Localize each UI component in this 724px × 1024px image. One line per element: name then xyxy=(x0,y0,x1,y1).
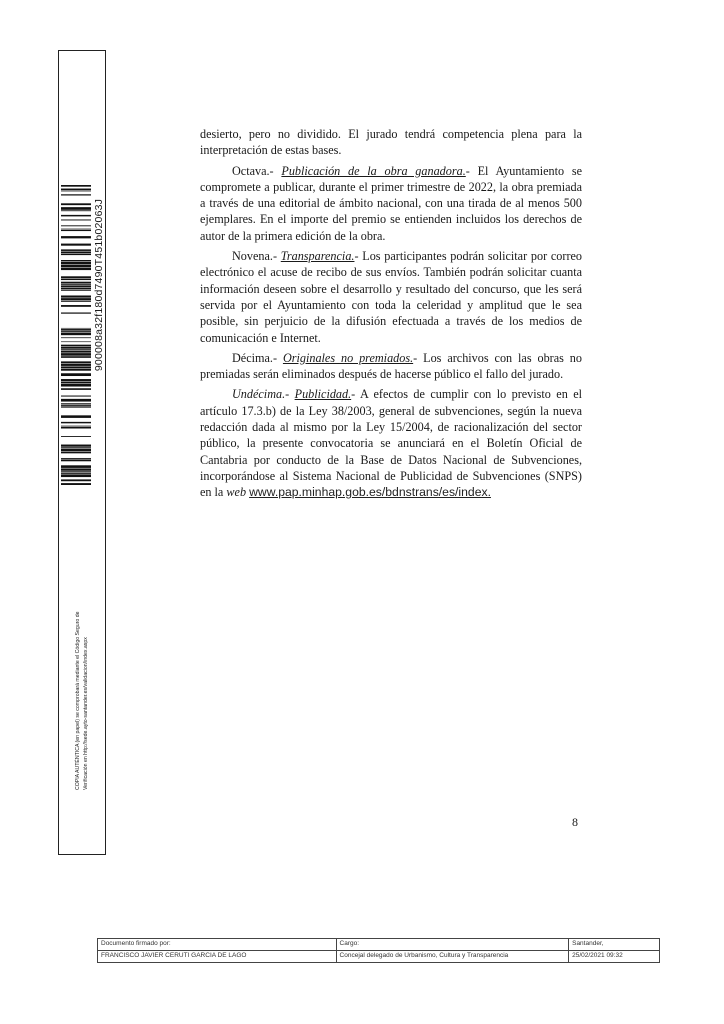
clause-title: Transparencia. xyxy=(280,249,355,264)
paragraph-decima xyxy=(200,350,582,383)
barcode-bar xyxy=(61,452,91,453)
barcode-bar xyxy=(61,203,91,205)
barcode-bar xyxy=(61,194,91,195)
paragraph-novena xyxy=(200,248,582,346)
barcode-bar xyxy=(61,415,91,418)
barcode-bar xyxy=(61,282,91,284)
barcode-bar xyxy=(61,426,91,427)
paragraph-octava xyxy=(200,163,582,244)
barcode-bar xyxy=(61,219,91,220)
barcode-bar xyxy=(61,285,91,287)
barcode-bar xyxy=(61,366,91,368)
barcode-bar xyxy=(61,379,91,381)
clause-text: - A efectos de cumplir con lo previsto en el artículo 17.3.b) de la Ley 38/2003, general de subvenciones, según la nueva redacción dada al mismo por la Ley 15/2004, de racionalización del sector público, la presente convocatoria se anunciará en el Boletín Oficial de Cantabria por conducto de la Base de Datos Nacional de Subvenciones, incorporándose al Sistema Nacional de Publicidad de Subvenciones (SNPS) en la xyxy=(200,387,582,500)
barcode-bar xyxy=(61,396,91,397)
verification-note-line1: COPIA AUTÉNTICA (en papel) se comprobará mediante el Código Seguro de xyxy=(75,611,81,790)
barcode-bar xyxy=(61,333,91,335)
barcode-bar xyxy=(61,301,91,302)
barcode-bar xyxy=(61,364,91,366)
clause-title: Publicación de la obra ganadora. xyxy=(281,163,466,178)
barcode-bar xyxy=(61,369,91,371)
signed-by-label: Documento firmado por: xyxy=(98,939,337,951)
barcode-bar xyxy=(61,388,91,390)
barcode-bar xyxy=(61,483,91,485)
barcode-bar xyxy=(61,473,91,474)
barcode-bar xyxy=(61,331,91,332)
barcode-bar xyxy=(61,406,91,407)
barcode-bar xyxy=(61,458,91,459)
signer-name: FRANCISCO JAVIER CERUTI GARCIA DE LAGO xyxy=(98,951,337,963)
barcode-bar xyxy=(61,349,91,350)
barcode-bar xyxy=(61,353,91,356)
barcode-bar xyxy=(61,305,91,307)
barcode-bar xyxy=(61,459,91,461)
clause-number: Décima.- xyxy=(232,350,278,365)
barcode-bar xyxy=(61,447,91,448)
clause-text: - Los participantes podrán solicitar por correo electrónico el acuse de recibo de sus envíos. También podrán solicitar cuanta información deseen sobre el desarrollo y resultado del concurso, que les será servida por el Ayuntamiento con toda la celeridad y amplitud que le sea posible, sin perjuicio de la difusión efectuada a través de los medios de comunicación e Internet. xyxy=(200,249,583,345)
verification-note-area xyxy=(60,540,104,790)
barcode-bar xyxy=(61,384,91,387)
signature-table xyxy=(97,938,660,963)
verification-note-line2: Verificación en http://sede.ayto-santander.es/validacion/index.aspx xyxy=(83,637,89,790)
barcode-bar xyxy=(61,405,91,406)
barcode-bar xyxy=(61,345,91,347)
barcode-bar xyxy=(61,262,91,264)
web-link[interactable]: www.pap.minhap.gob.es/bdnstrans/es/index. xyxy=(249,485,491,500)
clause-number: Undécima.- xyxy=(232,387,290,402)
paragraph-undecima xyxy=(200,386,582,500)
barcode-bar xyxy=(61,279,91,280)
place-label: Santander, xyxy=(569,939,660,951)
barcode-bar xyxy=(61,328,91,329)
barcode-bar xyxy=(61,295,91,297)
verification-code-area xyxy=(92,185,106,385)
barcode-bar xyxy=(61,189,91,191)
barcode-bar xyxy=(61,465,91,468)
barcode-bar xyxy=(61,347,91,349)
barcode-bar xyxy=(61,427,91,429)
cargo-label: Cargo: xyxy=(336,939,569,951)
verification-code: 900008a32f180d7490T451b02063J xyxy=(93,198,105,372)
barcode-bar xyxy=(61,268,91,270)
verification-note xyxy=(74,540,90,790)
clause-number: Octava.- xyxy=(232,163,274,178)
barcode-bar xyxy=(61,373,91,376)
page-number: 8 xyxy=(572,815,578,829)
clause-text: - Los archivos con las obras no premiadas serán eliminados después de hacerse público el fallo del jurado. xyxy=(200,350,582,382)
clause-number: Novena.- xyxy=(232,249,278,264)
barcode-bar xyxy=(61,287,91,289)
clause-title: Originales no premiados. xyxy=(282,350,414,365)
barcode-bar xyxy=(61,351,91,353)
barcode xyxy=(61,185,91,485)
barcode-bar xyxy=(61,265,91,268)
barcode-bar xyxy=(61,254,91,256)
barcode-bar xyxy=(61,474,91,477)
barcode-bar xyxy=(61,207,91,210)
barcode-bar xyxy=(61,249,91,251)
barcode-bar xyxy=(61,436,91,437)
barcode-bar xyxy=(61,230,91,231)
barcode-bar xyxy=(61,284,91,285)
barcode-bar xyxy=(61,290,91,291)
barcode-bar xyxy=(61,337,91,338)
barcode-bar xyxy=(61,215,91,217)
barcode-bar xyxy=(61,422,91,423)
document-body xyxy=(200,126,582,505)
barcode-bar xyxy=(61,312,91,313)
barcode-bar xyxy=(61,356,91,358)
barcode-bar xyxy=(61,329,91,331)
barcode-bar xyxy=(61,236,91,238)
barcode-bar xyxy=(61,382,91,384)
barcode-bar xyxy=(61,244,91,246)
signature-datetime: 25/02/2021 09:32 xyxy=(569,951,660,963)
barcode-bar xyxy=(61,361,91,363)
barcode-bar xyxy=(61,468,91,470)
barcode-bar xyxy=(61,229,91,230)
barcode-bar xyxy=(61,225,91,226)
clause-title: Publicidad. xyxy=(294,387,352,402)
barcode-bar xyxy=(61,341,91,342)
barcode-bar xyxy=(61,471,91,472)
signer-position: Concejal delegado de Urbanismo, Cultura y Transparencia xyxy=(336,951,569,963)
barcode-bar xyxy=(61,298,91,300)
web-word: web xyxy=(226,485,247,500)
barcode-bar xyxy=(61,445,91,447)
barcode-bar xyxy=(61,449,91,452)
barcode-bar xyxy=(61,479,91,481)
barcode-bar xyxy=(61,185,91,187)
clause-text: - El Ayuntamiento se compromete a publicar, durante el primer trimestre de 2022, la obra premiada a través de una editorial de ámbito nacional, con una tirada de al menos 500 ejemplares. En el importe del premio se entienden incluidos los derechos de autor de la primera edición de la obra. xyxy=(200,163,583,243)
paragraph-continuation: desierto, pero no dividido. El jurado tendrá competencia plena para la interpretación de estas bases. xyxy=(200,127,582,158)
barcode-bar xyxy=(61,276,91,278)
barcode-bar xyxy=(61,399,91,402)
barcode-bar xyxy=(61,251,91,253)
barcode-bar xyxy=(61,403,91,404)
barcode-bar xyxy=(61,260,91,261)
barcode-bar xyxy=(61,191,91,192)
barcode-bar xyxy=(61,210,91,211)
